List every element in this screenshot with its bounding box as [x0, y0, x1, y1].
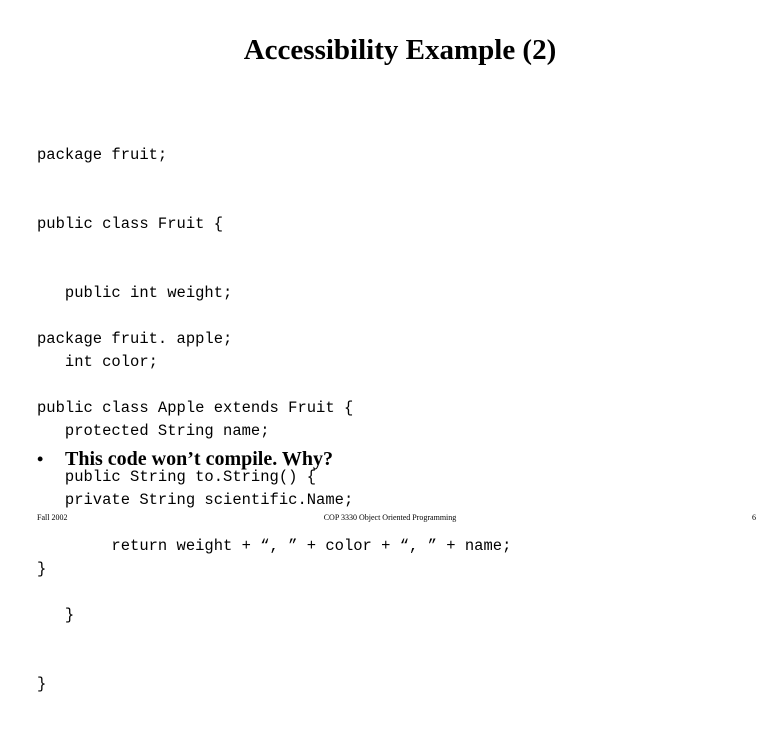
- code-line: public class Fruit {: [37, 215, 224, 233]
- code-line: protected String name;: [37, 422, 270, 440]
- bullet-symbol: •: [37, 449, 44, 469]
- code-line: private String scientific.Name;: [37, 491, 354, 509]
- slide-title: Accessibility Example (2): [243, 34, 557, 66]
- bullet-item: [37, 446, 333, 472]
- bullet-text: This code won’t compile. Why?: [65, 448, 333, 470]
- footer-date: Fall 2002: [37, 513, 68, 522]
- code-line: package fruit. apple;: [37, 330, 233, 348]
- code-line: package fruit;: [37, 146, 168, 164]
- footer-course: COP 3330 Object Oriented Programming: [323, 513, 457, 522]
- footer-page-number: 6: [752, 513, 756, 522]
- code-line: }: [37, 675, 47, 693]
- code-line: public String to.String() {: [37, 468, 317, 486]
- code-line: }: [37, 606, 75, 624]
- code-line: return weight + “, ” + color + “, ” + name;: [37, 537, 512, 555]
- code-line: public class Apple extends Fruit {: [37, 399, 354, 417]
- code-line: int color;: [37, 353, 158, 371]
- code-line: public int weight;: [37, 284, 233, 302]
- code-line: }: [37, 560, 47, 578]
